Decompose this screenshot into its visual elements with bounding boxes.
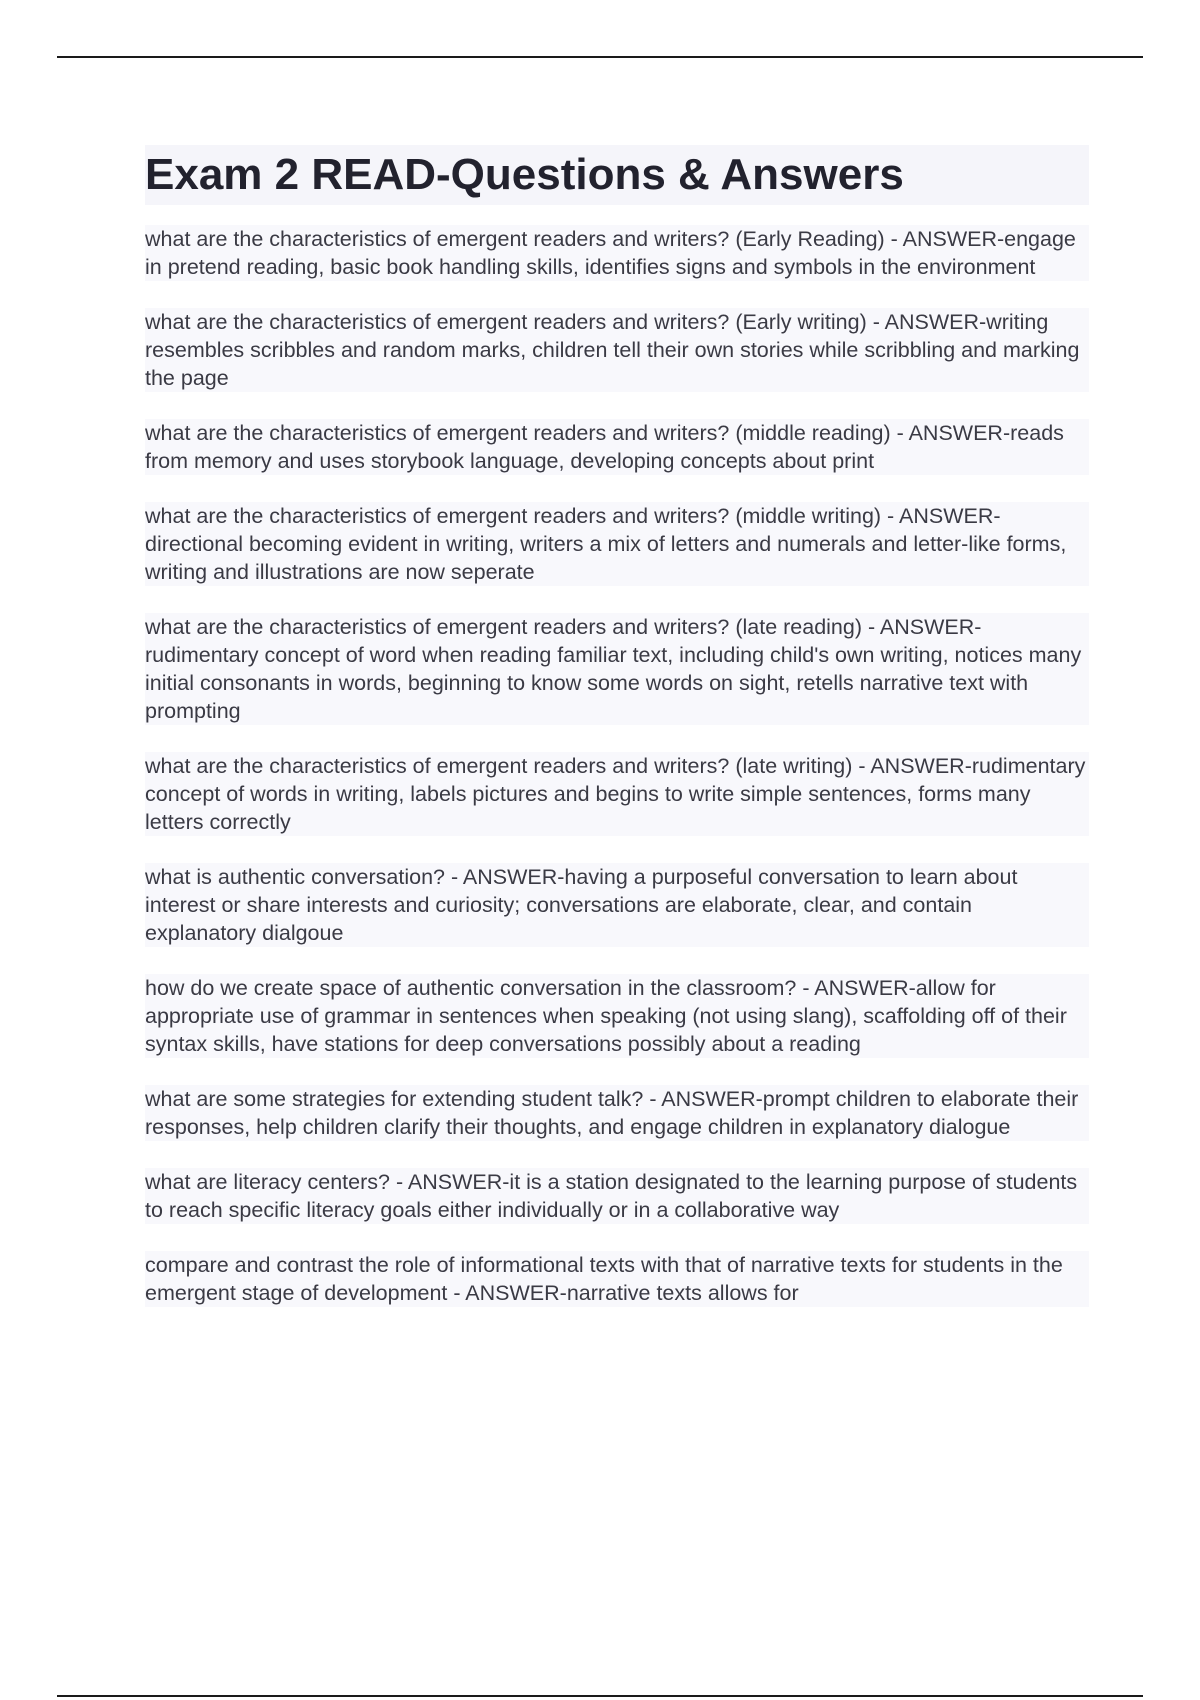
qa-item: what are literacy centers? - ANSWER-it is a station designated to the learning purpose of students to reach specific literacy goals either individually or in a collaborative way (145, 1168, 1089, 1224)
qa-item: what are the characteristics of emergent readers and writers? (Early Reading) - ANSWER-engage in pretend reading, basic book handling skills, identifies signs and symbols in the environment (145, 225, 1089, 281)
qa-item: what are the characteristics of emergent readers and writers? (middle writing) - ANSWER-directional becoming evident in writing, writers a mix of letters and numerals and letter-like forms, writing and illustrations are now seperate (145, 502, 1089, 586)
qa-item: how do we create space of authentic conversation in the classroom? - ANSWER-allow for appropriate use of grammar in sentences when speaking (not using slang), scaffolding off of their syntax skills, have stations for deep conversations possibly about a reading (145, 974, 1089, 1058)
footer-rule (57, 1695, 1143, 1697)
qa-item: what are the characteristics of emergent readers and writers? (middle reading) - ANSWER-reads from memory and uses storybook language, developing concepts about print (145, 419, 1089, 475)
qa-item: what are the characteristics of emergent readers and writers? (late reading) - ANSWER-rudimentary concept of word when reading familiar text, including child's own writing, notices many initial consonants in words, beginning to know some words on sight, retells narrative text with prompting (145, 613, 1089, 725)
page-title: Exam 2 READ-Questions & Answers (145, 145, 1089, 205)
qa-item: compare and contrast the role of informational texts with that of narrative texts for students in the emergent stage of development - ANSWER-narrative texts allows for (145, 1251, 1089, 1307)
qa-item: what are the characteristics of emergent readers and writers? (Early writing) - ANSWER-writing resembles scribbles and random marks, children tell their own stories while scribbling and marking the page (145, 308, 1089, 392)
qa-item: what is authentic conversation? - ANSWER-having a purposeful conversation to learn about interest or share interests and curiosity; conversations are elaborate, clear, and contain explanatory dialgoue (145, 863, 1089, 947)
document-body (145, 145, 1089, 1334)
qa-item: what are the characteristics of emergent readers and writers? (late writing) - ANSWER-rudimentary concept of words in writing, labels pictures and begins to write simple sentences, forms many letters correctly (145, 752, 1089, 836)
header-rule (57, 56, 1143, 58)
qa-item: what are some strategies for extending student talk? - ANSWER-prompt children to elaborate their responses, help children clarify their thoughts, and engage children in explanatory dialogue (145, 1085, 1089, 1141)
